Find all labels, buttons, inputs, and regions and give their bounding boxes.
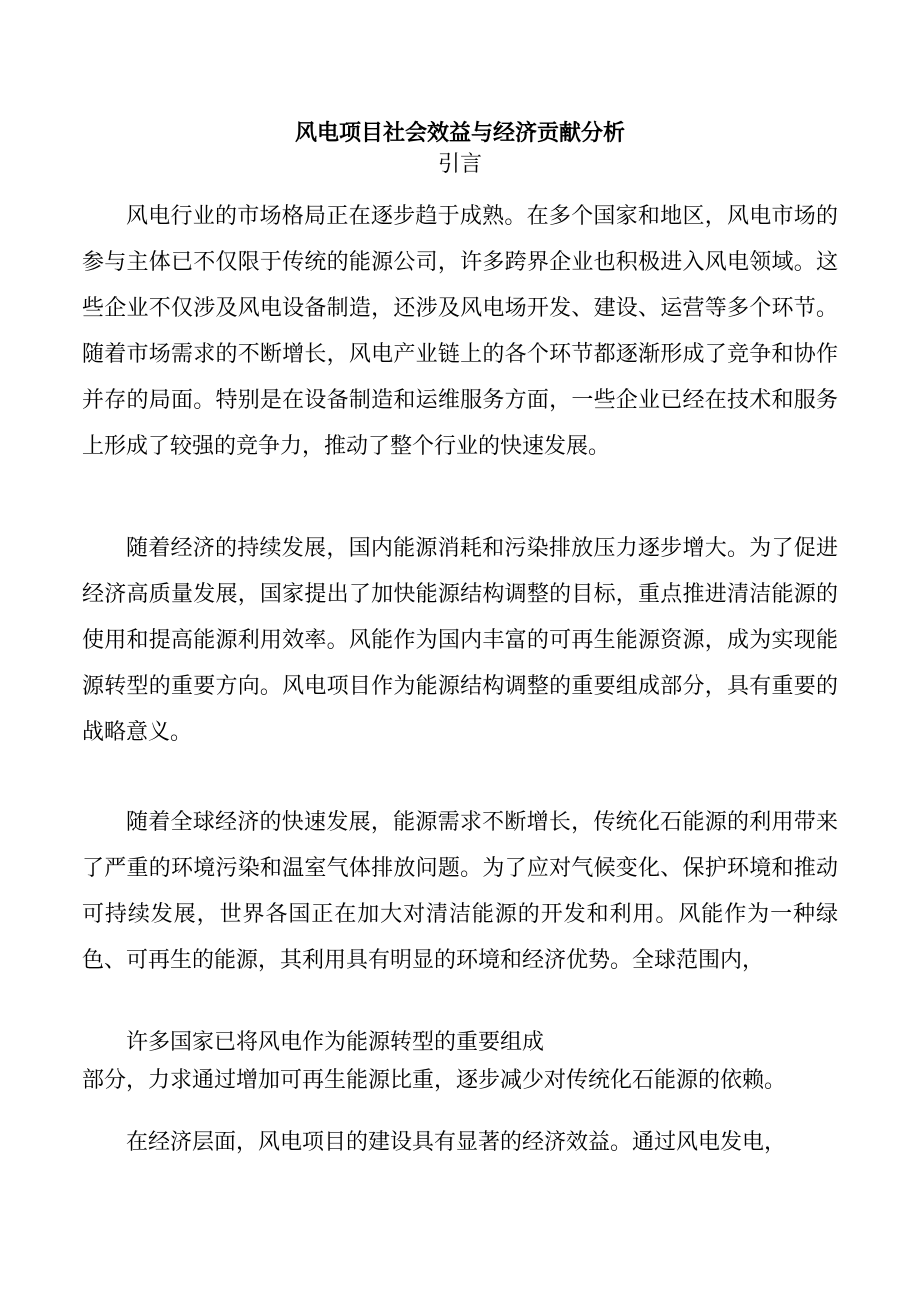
document-title: 风电项目社会效益与经济贡献分析 [294,120,625,146]
paragraph-fragment-line: 许多国家已将风电作为能源转型的重要组成 [126,1030,545,1055]
paragraph-economic-benefit: 在经济层面，风电项目的建设具有显著的经济效益。通过风电发电， [126,1130,787,1155]
section-heading-intro: 引言 [437,152,482,177]
paragraph-fragment-continuation: 部分，力求通过增加可再生能源比重，逐步减少对传统化石能源的依赖。 [82,1068,787,1093]
paragraph-global-energy: 随着全球经济的快速发展，能源需求不断增长，传统化石能源的利用带来了严重的环境污染和温室气体排放问题。为了应对气候变化、保护环境和推动可持续发展，世界各国正在加大对清洁能源的开发和利用。风能作为一种绿色、可再生的能源，其利用具有明显的环境和经济优势。全球范围内， [82,810,838,973]
paragraph-domestic-energy: 随着经济的持续发展，国内能源消耗和污染排放压力逐步增大。为了促进经济高质量发展，国家提出了加快能源结构调整的目标，重点推进清洁能源的使用和提高能源利用效率。风能作为国内丰富的可再生能源资源，成为实现能源转型的重要方向。风电项目作为能源结构调整的重要组成部分，具有重要的战略意义。 [82,536,838,745]
paragraph-market-structure: 风电行业的市场格局正在逐步趋于成熟。在多个国家和地区，风电市场的参与主体已不仅限于传统的能源公司，许多跨界企业也积极进入风电领域。这些企业不仅涉及风电设备制造，还涉及风电场开发、建设、运营等多个环节。随着市场需求的不断增长，风电产业链上的各个环节都逐渐形成了竞争和协作并存的局面。特别是在设备制造和运维服务方面，一些企业已经在技术和服务上形成了较强的竞争力，推动了整个行业的快速发展。 [82,204,838,459]
